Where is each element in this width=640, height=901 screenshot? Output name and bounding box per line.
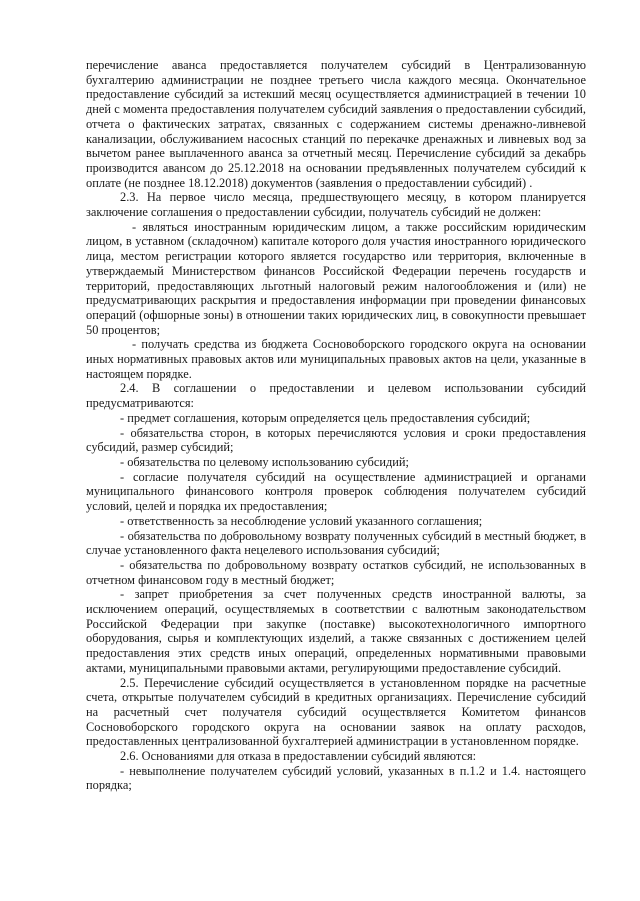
list-item-other-funds: - получать средства из бюджета Сосновоборского городского округа на основании иных нормативных правовых актов или муниципальных правовых актов на цели, указанные в настоящем порядке. xyxy=(86,337,586,381)
list-item-subject: - предмет соглашения, которым определяется цель предоставления субсидий; xyxy=(120,410,531,425)
list-item-refund-remainder: - обязательства по добровольному возврату остатков субсидий, не использованных в отчетном финансовом году в местный бюджет; xyxy=(86,557,586,587)
list-item-refund-misuse: - обязательства по добровольному возврату полученных субсидий в местный бюджет, в случае установленного факта нецелевого использования субсидий; xyxy=(86,528,586,558)
paragraph-2-4: 2.4. В соглашении о предоставлении и целевом использовании субсидий предусматриваются: xyxy=(86,381,586,411)
list-item-non-compliance: - невыполнение получателем субсидий условий, указанных в п.1.2 и 1.4. настоящего порядка; xyxy=(86,763,586,793)
list-item-foreign-entity: - являться иностранным юридическим лицом, а также российским юридическим лицом, в уставном (складочном) капитале которого доля участия иностранного юридического лица, местом регистрации которого является государство или территория, включенные в утверждаемый Министерством финансов Российской Федерации перечень государств и территорий, предоставляющих льготный налоговый режим налогообложения и (или) не предусматривающих раскрытия и предоставления информации при проведении финансовых операций (офшорные зоны) в отношении таких юридических лиц, в совокупности превышает 50 процентов; xyxy=(86,219,586,337)
list-item-target-use: - обязательства по целевому использованию субсидий; xyxy=(120,454,409,469)
paragraph-advance-payment: перечисление аванса предоставляется получателем субсидий в Централизованную бухгалтерию администрации не позднее третьего числа каждого месяца. Окончательное предоставление субсидий за истекший месяц осуществляется администрацией в течении 10 дней с момента предоставления получателем субсидий заявления о предоставлении субсидий, отчета о фактических затратах, связанных с содержанием системы дренажно-ливневой канализации, обслуживанием насосных станций по перекачке дренажных и ливневых вод за вычетом ранее выплаченного аванса за отчетный месяц. Перечисление субсидий за декабрь производится авансом до 25.12.2018 на основании предъявленных получателем субсидий к оплате (не позднее 18.12.2018) документов (заявления о предоставлении субсидий) . xyxy=(86,58,586,190)
list-item-currency-ban: - запрет приобретения за счет полученных средств иностранной валюты, за исключением операций, осуществляемых в соответствии с валютным законодательством Российской Федерации при закупке (поставке) высокотехнологичного импортного оборудования, сырья и комплектующих изделий, а также связанных с достижением целей предоставления этих средств иных операций, определенных нормативными правовыми актами, муниципальными правовыми актами, регулирующими предоставление субсидий. xyxy=(86,587,586,675)
document-page xyxy=(86,58,586,793)
list-item-obligations: - обязательства сторон, в которых перечисляются условия и сроки предоставления субсидий, размер субсидий; xyxy=(86,425,586,455)
paragraph-2-6: 2.6. Основаниями для отказа в предоставлении субсидий являются: xyxy=(120,749,477,764)
paragraph-2-3: 2.3. На первое число месяца, предшествующего месяцу, в котором планируется заключение соглашения о предоставлении субсидии, получатель субсидий не должен: xyxy=(86,190,586,220)
list-item-consent: - согласие получателя субсидий на осуществление администрацией и органами муниципального финансового контроля проверок соблюдения получателем субсидий условий, целей и порядка их предоставления; xyxy=(86,469,586,514)
paragraph-2-5: 2.5. Перечисление субсидий осуществляется в установленном порядке на расчетные счета, открытые получателем субсидий в кредитных организациях. Перечисление субсидий на расчетный счет получателя субсидий осуществляется Комитетом финансов Сосновоборского городского округа на основании заявок на оплату расходов, предоставленных централизованной бухгалтерией администрации в установленном порядке. xyxy=(86,675,586,749)
list-item-responsibility: - ответственность за несоблюдение условий указанного соглашения; xyxy=(120,513,483,528)
